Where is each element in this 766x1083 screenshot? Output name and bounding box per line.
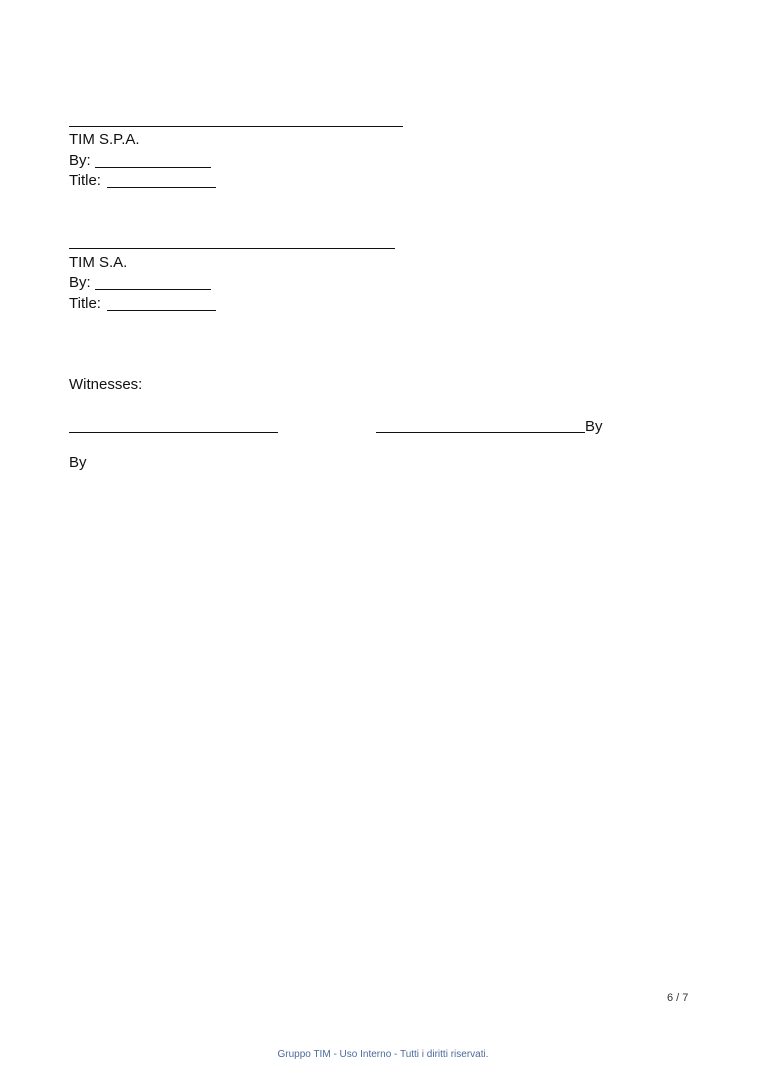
title-label-tim-sa: Title: bbox=[69, 295, 101, 312]
witness-by-right: By bbox=[585, 418, 603, 435]
company-name-tim-spa: TIM S.P.A. bbox=[69, 131, 140, 148]
by-label-tim-spa: By: bbox=[69, 152, 91, 169]
title-label-tim-spa: Title: bbox=[69, 172, 101, 189]
by-blank-tim-sa bbox=[95, 289, 211, 290]
signature-line-tim-sa bbox=[69, 248, 395, 249]
by-label-tim-sa: By: bbox=[69, 274, 91, 291]
witness-line-right bbox=[376, 432, 585, 433]
witnesses-heading: Witnesses: bbox=[69, 376, 143, 393]
page-number: 6 / 7 bbox=[667, 992, 689, 1004]
title-blank-tim-spa bbox=[107, 187, 216, 188]
witness-line-left bbox=[69, 432, 278, 433]
by-blank-tim-spa bbox=[95, 167, 211, 168]
title-blank-tim-sa bbox=[107, 310, 216, 311]
witness-by-left: By bbox=[69, 454, 87, 471]
company-name-tim-sa: TIM S.A. bbox=[69, 254, 128, 271]
footer-classification: Gruppo TIM - Uso Interno - Tutti i diritti riservati. bbox=[277, 1049, 489, 1060]
signature-line-tim-spa bbox=[69, 126, 403, 127]
